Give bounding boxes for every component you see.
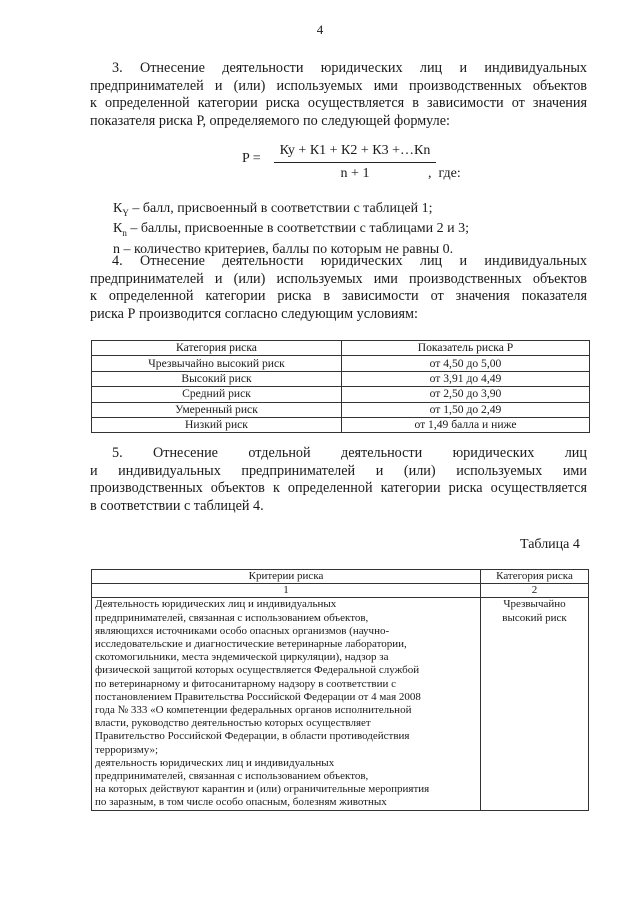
paragraph-5 [90,445,587,515]
legend-line: n – количество критериев, баллы по которым не равны 0. [113,241,454,257]
paragraph-5-line: 5. Отнесение отдельной деятельности юридических лиц [112,445,587,461]
paragraph-3-line: показателя риска Р, определяемого по следующей формуле: [90,112,450,129]
table-header: Категория риска [481,570,589,584]
table-header: Показатель риска Р [342,341,590,356]
risk-range: от 2,50 до 3,90 [342,387,590,402]
formula-numerator: Ку + К1 + К2 + К3 +…Кn [279,143,431,158]
criteria-line: скотомогильники, места эндемической циркуляции), надзор за [95,651,389,664]
risk-category: Умеренный риск [92,402,342,417]
table-row [92,371,590,386]
paragraph-5-line: производственных объектов к определенной категории риска осуществляется [90,480,587,497]
criteria-line: Правительство Российской Федерации, в области противодействия [95,730,410,743]
risk-range: от 1,49 балла и ниже [342,417,590,432]
risk-range: от 1,50 до 2,49 [342,402,590,417]
table-caption: Таблица 4 [520,537,580,552]
risk-criteria-table [91,569,589,811]
paragraph-3-line: к определенной категории риска осуществляется в зависимости от значения [90,95,587,112]
paragraph-5-line: в соответствии с таблицей 4. [90,497,264,514]
criteria-line: Деятельность юридических лиц и индивидуальных [95,598,337,611]
fraction-line [274,162,436,163]
paragraph-4-line: предпринимателей и (или) используемых ими производственных объектов [90,270,587,287]
paragraph-4-line: риска Р производится согласно следующим условиям: [90,305,418,322]
legend-line: $К_n$ – баллы, присвоенные в соответствии с таблицами 2 и 3; [113,221,470,239]
criteria-line: по заразным, в том числе особо опасным, болезням животных [95,796,387,809]
criteria-line: исследовательские и диагностические ветеринарные лаборатории, [95,638,407,651]
category-line: высокий риск [502,611,567,624]
risk-range: от 4,50 до 5,00 [342,356,590,371]
table-row [92,598,589,810]
table-row [92,402,590,417]
criteria-line: предпринимателей, связанная с использованием объектов, [95,611,369,624]
table-header: Критерии риска [92,570,481,584]
risk-indicator-table [91,340,590,433]
table-row [92,387,590,402]
table-header: Категория риска [92,341,342,356]
risk-category: Низкий риск [92,417,342,432]
risk-category: Чрезвычайно высокий риск [92,356,342,371]
table-row [92,356,590,371]
criteria-line: на которых действуют карантин и (или) ограничительные мероприятия [95,783,430,796]
column-number: 2 [481,584,589,598]
table-header-row [92,341,590,356]
criteria-line: являющихся источниками особо опасных организмов (научно- [95,624,390,637]
risk-category: Высокий риск [92,371,342,386]
risk-range: от 3,91 до 4,49 [342,371,590,386]
category-line: Чрезвычайно [503,598,566,611]
page-number: 4 [316,22,324,37]
criteria-line: года № 333 «О компетенции федеральных органов исполнительной [95,704,412,717]
legend-line: $К_Y$ – балл, присвоенный в соответствии с таблицей 1; [113,201,433,218]
criteria-line: власти, руководство деятельностью которых осуществляет [95,717,371,730]
paragraph-3-line: предпринимателей и (или) используемых ими производственных объектов [90,77,587,94]
criteria-line: терроризму»; [95,743,159,756]
paragraph-4-line: к определенной категории риска в зависимости от значения показателя [90,288,587,305]
formula-denominator: n + 1 [340,166,370,181]
criteria-cell [92,598,481,810]
paragraph-4-line: 4. Отнесение деятельности юридических лиц и индивидуальных [112,253,587,269]
column-number: 1 [92,584,481,598]
paragraph-3-line: 3. Отнесение деятельности юридических лиц и индивидуальных [112,60,587,76]
criteria-line: деятельность юридических лиц и индивидуальных [95,756,335,769]
criteria-line: предпринимателей, связанная с использованием объектов, [95,770,369,783]
paragraph-4 [90,253,587,323]
formula-lhs: P = [242,151,261,166]
criteria-line: физической защитой которых осуществляется Федеральной службой [95,664,420,677]
risk-category: Средний риск [92,387,342,402]
table-row [92,417,590,432]
formula-where: , где: [428,166,461,181]
criteria-line: по ветеринарному и фитосанитарному надзору в соответствии с [95,677,396,690]
table-header-row [92,570,589,584]
column-number-row [92,584,589,598]
criteria-line: постановлением Правительства Российской Федерации от 4 мая 2008 [95,690,421,703]
formula-legend [113,201,469,258]
paragraph-5-line: и индивидуальных предпринимателей и (или) используемых ими [90,462,587,479]
category-cell [481,598,589,810]
paragraph-3 [90,60,587,130]
